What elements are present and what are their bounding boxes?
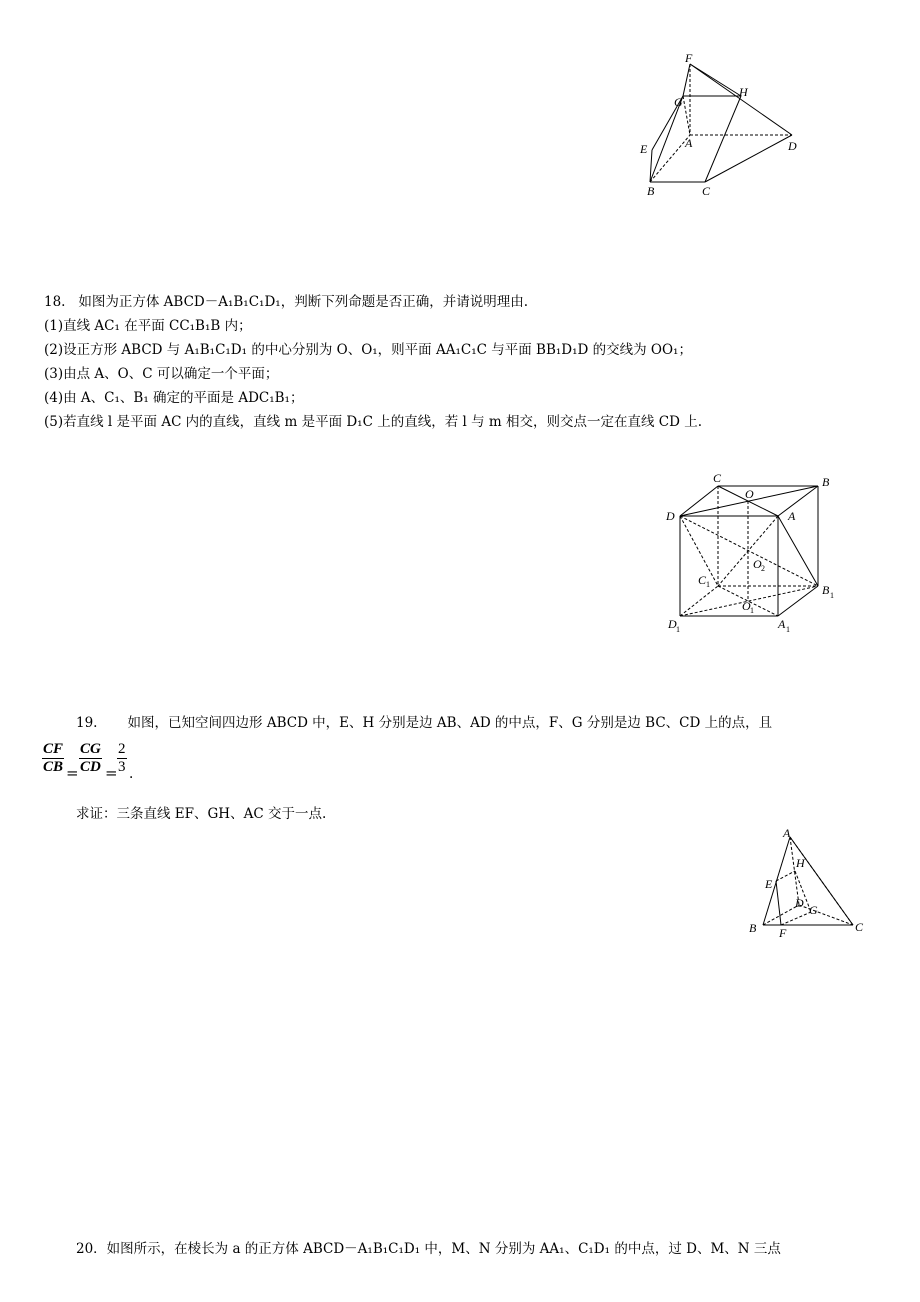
fraction-3-denominator: 3 [118, 759, 126, 775]
problem-18-item-4: (4)由 A、C₁、B₁ 确定的平面是 ADC₁B₁； [44, 390, 304, 406]
label-O2-sub: 2 [761, 564, 765, 573]
figure-18-cube [660, 470, 840, 640]
problem-19-intro-text: 如图，已知空间四边形 ABCD 中，E、H 分别是边 AB、AD 的中点，F、G 分别是边 BC、CD 上的点，且 [127, 715, 773, 731]
problem-19-intro [76, 711, 772, 731]
label-G: G [809, 903, 818, 917]
label-B: B [647, 184, 655, 198]
label-H: H [739, 85, 748, 99]
fraction-two-thirds [117, 741, 127, 776]
fraction-period: . [129, 766, 134, 782]
problem-19-proof: 求证：三条直线 EF、GH、AC 交于一点. [76, 806, 327, 822]
problem-18-number: 18. [44, 294, 66, 310]
label-C1: C [698, 573, 707, 587]
problem-18-item-3: (3)由点 A、O、C 可以确定一个平面； [44, 366, 279, 382]
label-A: A [685, 136, 693, 150]
fraction-cb-denominator: CB [43, 759, 64, 775]
label-D: D [666, 509, 675, 523]
label-E: E [640, 142, 648, 156]
equals-sign-2: = [105, 764, 118, 782]
label-E: E [765, 877, 773, 891]
fraction-cg-numerator: CG [80, 741, 101, 757]
label-O1-sub: 1 [750, 606, 754, 615]
equals-sign-1: = [66, 764, 79, 782]
figure-19-tetrahedron [745, 825, 870, 940]
problem-18-item-5: (5)若直线 l 是平面 AC 内的直线，直线 m 是平面 D₁C 上的直线，若 l 与 m 相交，则交点一定在直线 CD 上. [44, 414, 703, 430]
problem-20-text: 20．如图所示，在棱长为 a 的正方体 ABCD－A₁B₁C₁D₁ 中，M、N 分别为 AA₁、C₁D₁ 的中点，过 D、M、N 三点 [76, 1241, 781, 1257]
label-D: D [788, 139, 797, 153]
label-B: B [749, 921, 757, 935]
label-G: G [674, 95, 683, 109]
label-F: F [685, 51, 693, 65]
label-O2: O [753, 557, 762, 571]
label-D: D [795, 896, 804, 910]
label-H: H [796, 856, 805, 870]
problem-18-intro [44, 290, 528, 310]
label-C: C [713, 471, 722, 485]
label-C1-sub: 1 [706, 580, 710, 589]
fraction-cd-denominator: CD [80, 759, 101, 775]
label-B: B [822, 475, 830, 489]
label-O: O [745, 487, 754, 501]
problem-18-item-2: (2)设正方形 ABCD 与 A₁B₁C₁D₁ 的中心分别为 O、O₁，则平面 AA₁C₁C 与平面 BB₁D₁D 的交线为 OO₁； [44, 342, 692, 358]
label-O1: O [742, 599, 751, 613]
problem-19-number: 19. [76, 715, 98, 731]
label-C: C [855, 920, 864, 934]
label-B1: B [822, 583, 830, 597]
label-F: F [779, 926, 787, 940]
label-C: C [702, 184, 711, 198]
label-A: A [788, 509, 796, 523]
fraction-cg-cd [79, 741, 102, 776]
label-A: A [783, 826, 791, 840]
figure-17-diagram [630, 50, 810, 200]
label-D1: D [668, 617, 677, 631]
fraction-cf-cb [42, 741, 64, 776]
label-D1-sub: 1 [676, 625, 680, 634]
fraction-2-numerator: 2 [118, 741, 126, 757]
label-A1-sub: 1 [786, 625, 790, 634]
problem-18-item-1: (1)直线 AC₁ 在平面 CC₁B₁B 内； [44, 318, 252, 334]
label-A1: A [778, 617, 786, 631]
problem-18-intro-text: 如图为正方体 ABCD－A₁B₁C₁D₁，判断下列命题是否正确，并请说明理由. [78, 294, 528, 310]
fraction-cf-numerator: CF [43, 741, 64, 757]
label-B1-sub: 1 [830, 591, 834, 600]
